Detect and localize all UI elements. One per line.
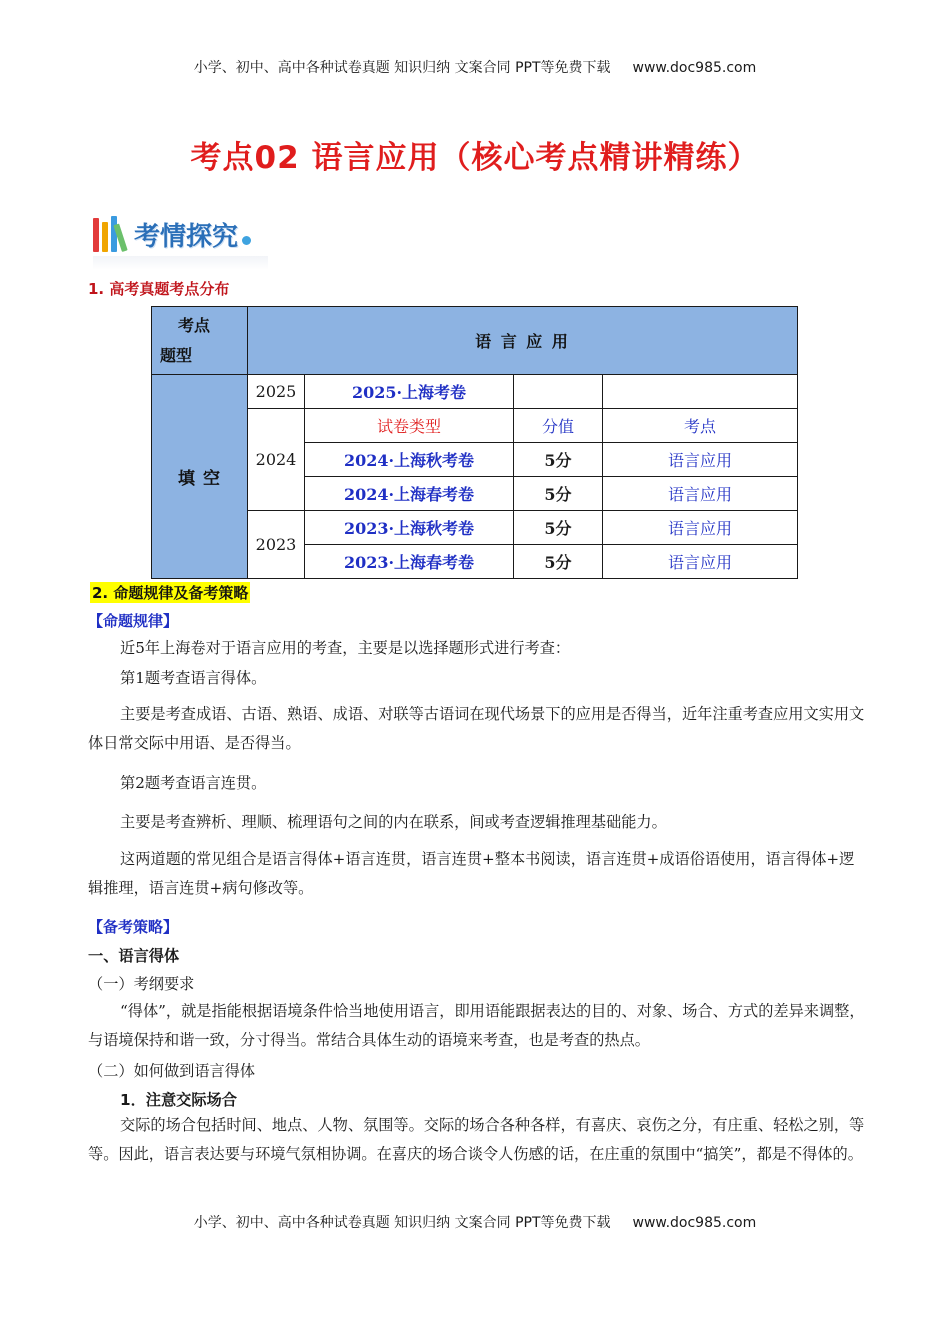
table-row [152, 511, 798, 545]
row-type-cell: 填 空 [152, 375, 248, 579]
point-cell: 语言应用 [603, 545, 798, 579]
strategy-subheading: （二）如何做到语言得体 [88, 1062, 256, 1080]
strategy-subheading: 一、语言得体 [88, 947, 180, 965]
strategy-subheading: 1．注意交际场合 [120, 1091, 237, 1109]
exam-cell: 2025·上海考卷 [305, 375, 514, 409]
table-header-main: 语 言 应 用 [248, 307, 798, 375]
score-cell: 5分 [514, 511, 603, 545]
footer-text: 小学、初中、高中各种试卷真题 知识归纳 文案合同 PPT等免费下载 [193, 1215, 611, 1231]
year-cell: 2025 [248, 375, 305, 409]
strategy-paragraph: “得体”，就是指能根据语境条件恰当地使用语言，即用语能跟据表达的目的、对象、场合、方式的差异来调整，与语境保持和谐一致，分寸得当。常结合具体生动的语境来考查，也是考查的热点。 [88, 1002, 865, 1049]
exam-cell: 2024·上海秋考卷 [305, 443, 514, 477]
rule-paragraph: 这两道题的常见组合是语言得体+语言连贯，语言连贯+整本书阅读，语言连贯+成语俗语使用，语言得体+逻辑推理，语言连贯+病句修改等。 [88, 850, 855, 897]
books-icon [93, 216, 128, 252]
score-cell: 5分 [514, 545, 603, 579]
exam-distribution-table [151, 306, 798, 579]
point-cell: 语言应用 [603, 477, 798, 511]
point-cell: 语言应用 [603, 511, 798, 545]
col-header-score: 分值 [514, 409, 603, 443]
col-header-exam: 试卷类型 [305, 409, 514, 443]
rule-paragraph: 主要是考查成语、古语、熟语、成语、对联等古语词在现代场景下的应用是否得当，近年注重考查应用文实用文体日常交际中用语、是否得当。 [88, 705, 865, 752]
page-footer [0, 1212, 950, 1232]
exam-cell: 2024·上海春考卷 [305, 477, 514, 511]
table-corner-cell [152, 307, 248, 375]
rule-paragraph: 近5年上海卷对于语言应用的考查，主要是以选择题形式进行考查： [120, 639, 571, 657]
badge-label: 考情探究 [134, 221, 239, 252]
corner-top-label: 考点 [178, 315, 211, 335]
rule-paragraph: 主要是考查辨析、理顺、梳理语句之间的内在联系，间或考查逻辑推理基础能力。 [120, 813, 667, 831]
rule-heading: 【命题规律】 [88, 612, 179, 630]
header-text: 小学、初中、高中各种试卷真题 知识归纳 文案合同 PPT等免费下载 [193, 60, 611, 76]
year-cell: 2023 [248, 511, 305, 579]
corner-bottom-label: 题型 [160, 345, 193, 365]
exam-cell: 2023·上海秋考卷 [305, 511, 514, 545]
section-badge [93, 212, 293, 256]
section1-heading: 1. 高考真题考点分布 [88, 280, 230, 298]
empty-cell [514, 375, 603, 409]
strategy-heading: 【备考策略】 [88, 918, 179, 936]
page-title: 考点02 语言应用（核心考点精讲精练） [190, 140, 760, 176]
rule-paragraph: 第1题考查语言得体。 [120, 669, 267, 687]
badge-underline [93, 256, 268, 270]
point-cell: 语言应用 [603, 443, 798, 477]
empty-cell [603, 375, 798, 409]
dot-icon [242, 236, 251, 245]
footer-url[interactable]: www.doc985.com [632, 1215, 757, 1231]
section2-heading: 2. 命题规律及备考策略 [92, 584, 249, 602]
header-url[interactable]: www.doc985.com [632, 60, 757, 76]
year-cell: 2024 [248, 409, 305, 511]
page-header [0, 57, 950, 77]
exam-cell: 2023·上海春考卷 [305, 545, 514, 579]
score-cell: 5分 [514, 477, 603, 511]
rule-paragraph: 第2题考查语言连贯。 [120, 774, 267, 792]
strategy-paragraph: 交际的场合包括时间、地点、人物、氛围等。交际的场合各种各样，有喜庆、哀伤之分，有庄重、轻松之别，等等。因此，语言表达要与环境气氛相协调。在喜庆的场合谈令人伤感的话，在庄重的氛围中“搞笑”，都是不得体的。 [88, 1116, 865, 1163]
strategy-subheading: （一）考纲要求 [88, 975, 195, 993]
col-header-point: 考点 [603, 409, 798, 443]
score-cell: 5分 [514, 443, 603, 477]
